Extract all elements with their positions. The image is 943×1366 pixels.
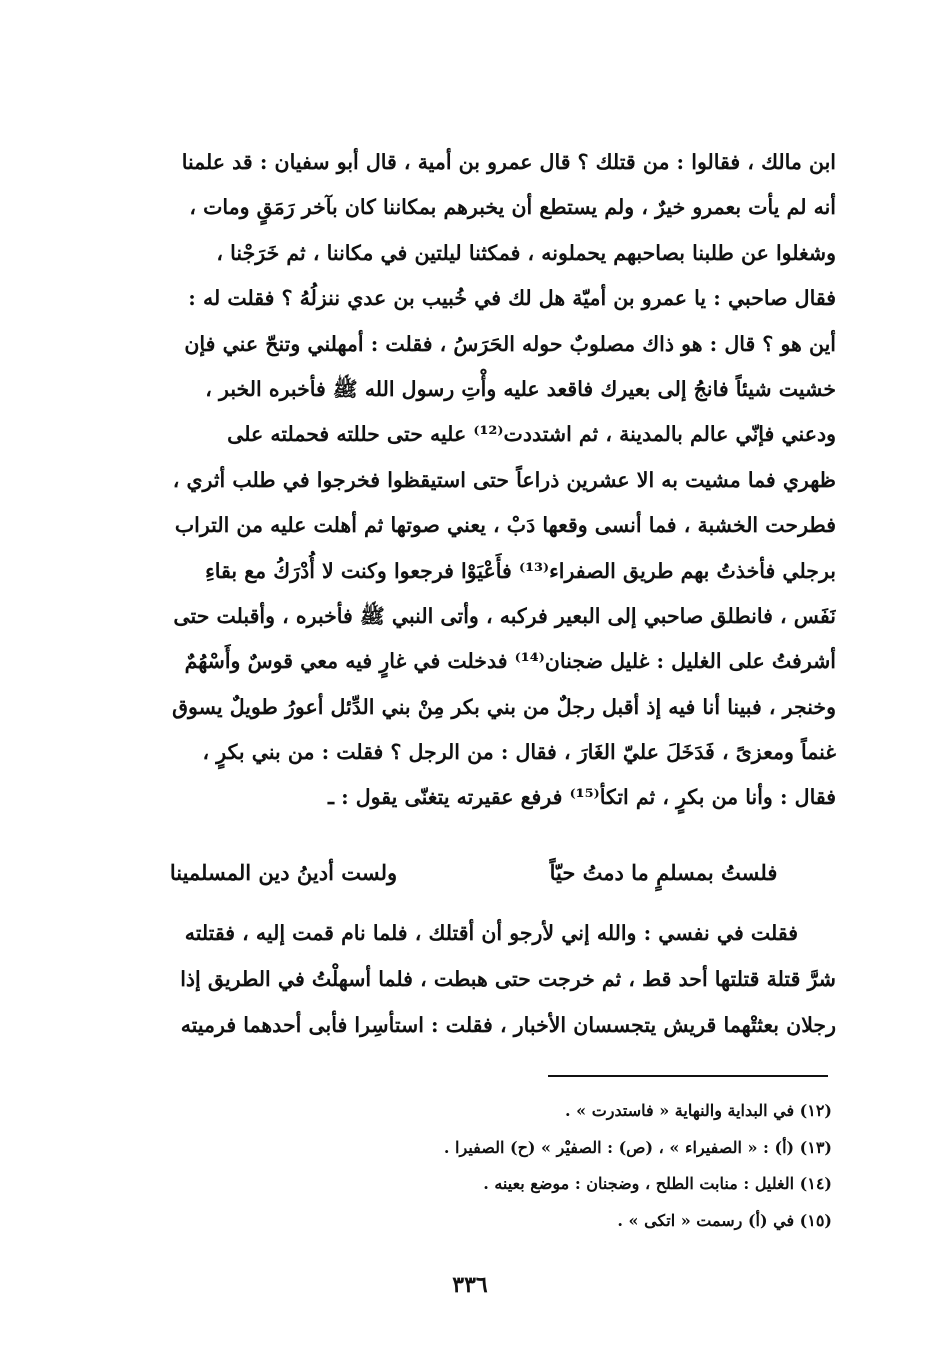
text-line: شرَّ قتلة قتلتها أحد قط ، ثم خرجت حتى هبطت ، فلما أسهلْتُ في الطريق إذا: [180, 967, 836, 991]
text-line: نَفَس ، فانطلق صاحبي إلى البعير فركبه ، وأتى النبي ﷺ فأخبره ، وأقبلت حتى: [173, 603, 836, 628]
text-line: وخنجر ، فبينا أنا فيه إذ أقبل رجلٌ من بني بكر مِنْ بني الدِّئل أعورُ طويلٌ يسوق: [172, 694, 836, 719]
text-line: ظهري فما مشيت به الا عشرين ذراعاً حتى استيقظوا فخرجوا في طلب أثري ،: [172, 467, 836, 492]
verse-second-hemistich: ولست أدينُ دين المسلمينا: [169, 860, 398, 885]
text-line: وشغلوا عن طلبنا بصاحبهم يحملونه ، فمكثنا ليلتين في مكاننا ، ثم خَرَجْنا ،: [216, 240, 836, 265]
footnote: (١٥) في (أ) رسمت « اتكى » .: [617, 1210, 832, 1230]
footnote-divider: [548, 1075, 828, 1077]
text-line: أشرفتُ على الغليل : غليل ضجنان⁽¹⁴⁾ فدخلت في غارٍ فيه معي قوسٌ وأَسْهُمٌ: [184, 649, 836, 674]
footnote: (١٤) الغليل : منابت الطلح ، وضجنان : موضع بعينه .: [483, 1174, 832, 1193]
text-line: خشيت شيئاً فانجُ إلى بعيرك فاقعد عليه وأْتِ رسول الله ﷺ فأخبره الخبر ،: [205, 376, 836, 401]
text-line: غنماً ومعزىً ، فَدَخَلَ عليّ الغَارَ ، فقال : من الرجل ؟ فقلت : من بني بكرٍ ،: [202, 740, 836, 765]
text-line: فقال : وأنا من بكرٍ ، ثم اتكأ⁽¹⁵⁾ فرفع عقيرته يتغنّى يقول : ـ: [327, 785, 836, 810]
text-line: رجلان بعثتْهما قريش يتجسسان الأخبار ، فقلت : استأسِرا فأبى أحدهما فرميته: [180, 1013, 836, 1037]
text-line: فطرحت الخشبة ، فما أنسى وقعها دَبْ ، يعني صوتها ثم أهلت عليه من التراب: [174, 513, 836, 538]
footnote: (١٣) (أ) : « الصفيراء » ، (ص) : الصفيْر » (ح) الصفيرا .: [443, 1137, 832, 1157]
text-line: برجلي فأخذتُ بهم طريق الصفراء⁽¹³⁾ فأَعْيَوْا فرجعوا وكنت لا أُدْرَكُ مع بقاءِ: [205, 558, 836, 583]
text-line: فقلت في نفسي : والله إني لأرجو أن أقتلك ، فلما نام قمت إليه ، فقتلته: [184, 921, 798, 945]
text-line: أنه لم يأت بعمرو خيرٌ ، ولم يستطع أن يخبرهم بمكاننا كان بآخر رَمَقٍ ومات ،: [189, 195, 836, 220]
verse-first-hemistich: فلستُ بمسلمٍ ما دمتُ حيّاً: [549, 860, 778, 885]
footnotes: [300, 1093, 832, 1239]
text-line: فقال صاحبي : يا عمرو بن أميّة هل لك في خُبيب بن عدي ننزلُهُ ؟ فقلت له :: [188, 286, 836, 311]
text-line: ودعني فإنّي عالم بالمدينة ، ثم اشتددت⁽¹²⁾ عليه حتى حللته فحملته على: [227, 422, 836, 447]
page-number: ٣٣٦: [452, 1272, 488, 1298]
text-line: ابن مالك ، فقالوا : من قتلك ؟ قال عمرو بن أمية ، قال أبو سفيان : قد علمنا: [181, 150, 836, 174]
text-line: أين هو ؟ قال : هو ذاك مصلوبٌ حوله الحَرَسُ ، فقلت : أمهلني وتنحّ عني فإن: [184, 331, 836, 356]
footnote: (١٢) في البداية والنهاية « فاستدرت » .: [564, 1101, 832, 1120]
second-paragraph: [96, 910, 836, 1048]
poetry-verse: [96, 848, 836, 898]
main-paragraph: [96, 140, 836, 821]
